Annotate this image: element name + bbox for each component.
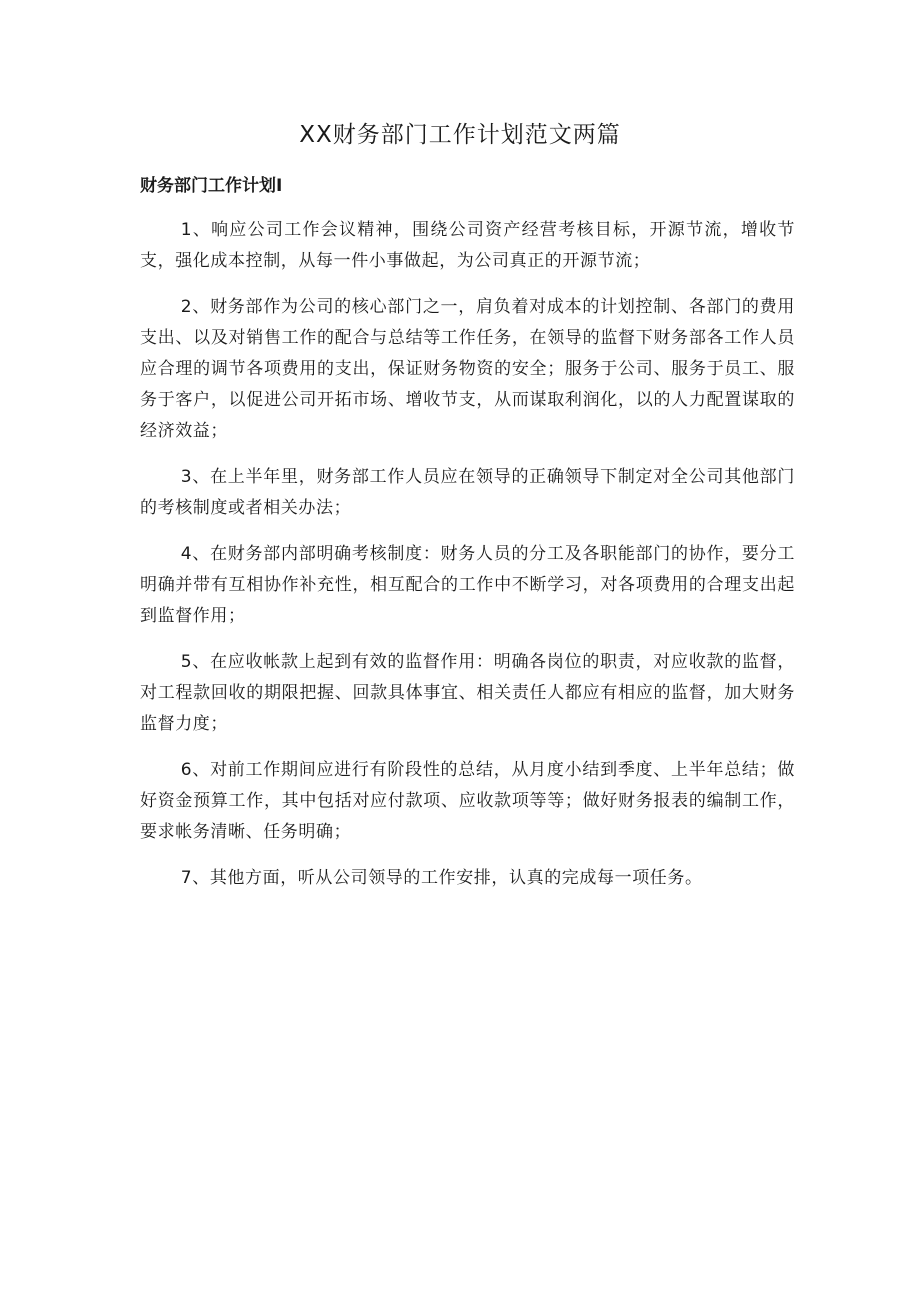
paragraph-item-3: 3、在上半年里，财务部工作人员应在领导的正确领导下制定对全公司其他部门的考核制度或者相关办法；: [140, 467, 795, 518]
paragraph-item-4: 4、在财务部内部明确考核制度：财务人员的分工及各职能部门的协作，要分工明确并带有互相协作补充性，相互配合的工作中不断学习，对各项费用的合理支出起到监督作用；: [140, 544, 795, 626]
paragraph-item-2: 2、财务部作为公司的核心部门之一，肩负着对成本的计划控制、各部门的费用支出、以及对销售工作的配合与总结等工作任务，在领导的监督下财务部各工作人员应合理的调节各项费用的支出，保证财务物资的安全；服务于公司、服务于员工、服务于客户，以促进公司开拓市场、增收节支，从而谋取利润化，以的人力配置谋取的经济效益；: [140, 297, 795, 441]
section-heading: 财务部门工作计划Ⅰ: [140, 176, 283, 196]
paragraph-item-5: 5、在应收帐款上起到有效的监督作用：明确各岗位的职责，对应收款的监督，对工程款回收的期限把握、回款具体事宜、相关责任人都应有相应的监督，加大财务监督力度；: [140, 652, 795, 734]
document-title: XX财务部门工作计划范文两篇: [299, 122, 621, 148]
document-body: [140, 215, 795, 909]
paragraph-item-1: 1、响应公司工作会议精神，围绕公司资产经营考核目标，开源节流，增收节支，强化成本控制，从每一件小事做起，为公司真正的开源节流；: [140, 220, 795, 271]
paragraph-item-7: 7、其他方面，听从公司领导的工作安排，认真的完成每一项任务。: [180, 868, 703, 888]
paragraph-item-6: 6、对前工作期间应进行有阶段性的总结，从月度小结到季度、上半年总结；做好资金预算工作，其中包括对应付款项、应收款项等等；做好财务报表的编制工作，要求帐务清晰、任务明确；: [140, 760, 795, 842]
